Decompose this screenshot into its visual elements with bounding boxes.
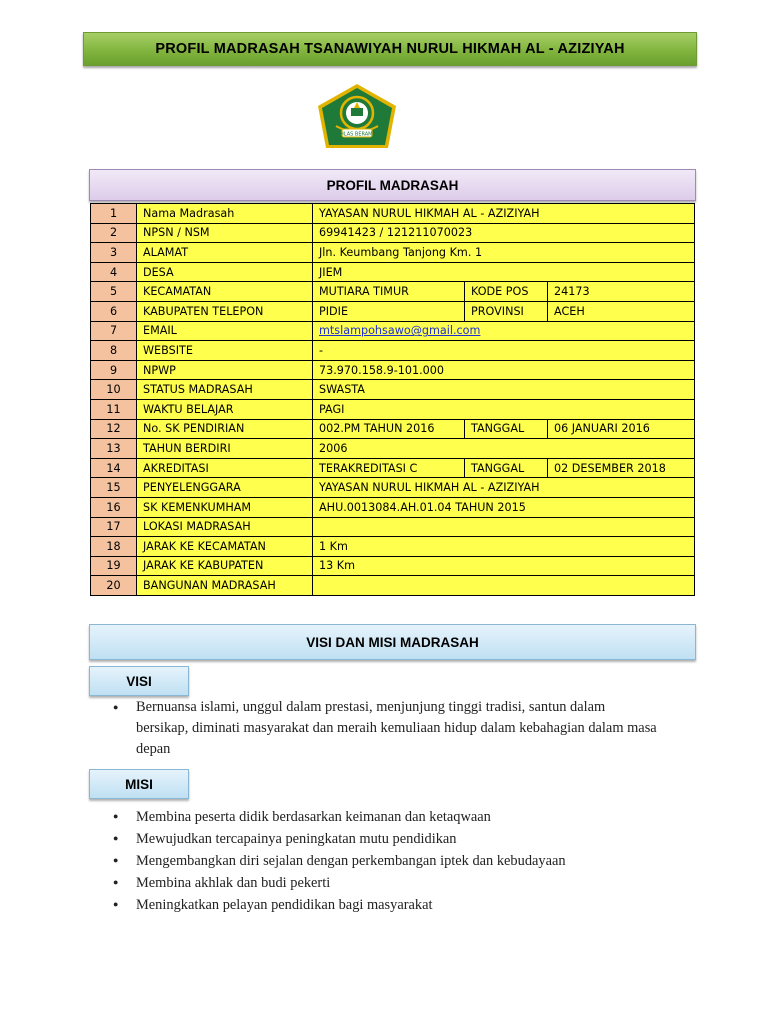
row-number: 7 <box>91 321 137 341</box>
row-sub-label: TANGGAL <box>465 458 548 478</box>
row-value <box>313 517 695 537</box>
misi-item: ● Meningkatkan pelayan pendidikan bagi masyarakat <box>110 894 670 916</box>
visi-list <box>110 697 660 760</box>
row-label: EMAIL <box>137 321 313 341</box>
page-title: PROFIL MADRASAH TSANAWIYAH NURUL HIKMAH AL - AZIZIYAH <box>155 41 625 57</box>
table-row <box>91 243 695 263</box>
misi-item: ● Mewujudkan tercapainya peningkatan mutu pendidikan <box>110 828 670 850</box>
email-link[interactable]: mtslampohsawo@gmail.com <box>319 324 481 338</box>
row-label: ALAMAT <box>137 243 313 263</box>
visi-label-text: VISI <box>126 673 152 689</box>
row-value: JIEM <box>313 262 695 282</box>
row-value: PIDIE <box>313 301 465 321</box>
row-number: 5 <box>91 282 137 302</box>
table-row <box>91 360 695 380</box>
row-label: SK KEMENKUMHAM <box>137 497 313 517</box>
row-value <box>313 576 695 596</box>
row-number: 11 <box>91 399 137 419</box>
row-value: MUTIARA TIMUR <box>313 282 465 302</box>
profil-header-label: PROFIL MADRASAH <box>326 177 459 193</box>
row-label: KECAMATAN <box>137 282 313 302</box>
row-label: STATUS MADRASAH <box>137 380 313 400</box>
row-value: 69941423 / 121211070023 <box>313 223 695 243</box>
row-number: 15 <box>91 478 137 498</box>
table-row <box>91 478 695 498</box>
row-number: 17 <box>91 517 137 537</box>
table-row <box>91 439 695 459</box>
profil-header <box>89 169 696 201</box>
row-label: WEBSITE <box>137 341 313 361</box>
misi-item: ● Membina akhlak dan budi pekerti <box>110 872 670 894</box>
table-row <box>91 497 695 517</box>
row-value: YAYASAN NURUL HIKMAH AL - AZIZIYAH <box>313 204 695 224</box>
row-number: 9 <box>91 360 137 380</box>
row-number: 12 <box>91 419 137 439</box>
table-row <box>91 204 695 224</box>
row-label: JARAK KE KECAMATAN <box>137 537 313 557</box>
visi-misi-title: VISI DAN MISI MADRASAH <box>306 634 479 650</box>
table-row <box>91 458 695 478</box>
row-value: Jln. Keumbang Tanjong Km. 1 <box>313 243 695 263</box>
row-value <box>313 321 695 341</box>
row-number: 4 <box>91 262 137 282</box>
row-value: 13 Km <box>313 556 695 576</box>
row-number: 16 <box>91 497 137 517</box>
page-title-banner <box>83 32 697 66</box>
table-row <box>91 282 695 302</box>
row-number: 19 <box>91 556 137 576</box>
row-value: - <box>313 341 695 361</box>
visi-item: ● Bernuansa islami, unggul dalam prestasi, menjunjung tinggi tradisi, santun dalam bersikap, diminati masyarakat dan meraih kemuliaan hidup dalam kebahagian dalam masa depan <box>110 697 660 760</box>
profil-table <box>90 203 695 596</box>
row-number: 2 <box>91 223 137 243</box>
misi-item: ● Mengembangkan diri sejalan dengan perkembangan iptek dan kebudayaan <box>110 850 670 872</box>
row-label: PENYELENGGARA <box>137 478 313 498</box>
table-row <box>91 321 695 341</box>
row-value: 73.970.158.9-101.000 <box>313 360 695 380</box>
row-number: 1 <box>91 204 137 224</box>
table-row <box>91 419 695 439</box>
row-label: BANGUNAN MADRASAH <box>137 576 313 596</box>
row-label: JARAK KE KABUPATEN <box>137 556 313 576</box>
row-number: 3 <box>91 243 137 263</box>
kemenag-logo <box>316 82 398 152</box>
row-number: 10 <box>91 380 137 400</box>
row-sub-value: 02 DESEMBER 2018 <box>548 458 695 478</box>
row-number: 14 <box>91 458 137 478</box>
row-value: AHU.0013084.AH.01.04 TAHUN 2015 <box>313 497 695 517</box>
visi-misi-header <box>89 624 696 660</box>
misi-item: ● Membina peserta didik berdasarkan keimanan dan ketaqwaan <box>110 806 670 828</box>
row-value: YAYASAN NURUL HIKMAH AL - AZIZIYAH <box>313 478 695 498</box>
row-value: SWASTA <box>313 380 695 400</box>
row-number: 18 <box>91 537 137 557</box>
row-sub-label: TANGGAL <box>465 419 548 439</box>
table-row <box>91 223 695 243</box>
row-label: TAHUN BERDIRI <box>137 439 313 459</box>
visi-label <box>89 666 189 696</box>
row-number: 8 <box>91 341 137 361</box>
table-row <box>91 399 695 419</box>
row-label: NPWP <box>137 360 313 380</box>
row-number: 13 <box>91 439 137 459</box>
row-label: LOKASI MADRASAH <box>137 517 313 537</box>
row-value: TERAKREDITASI C <box>313 458 465 478</box>
table-row <box>91 537 695 557</box>
misi-label-text: MISI <box>125 776 153 792</box>
row-label: DESA <box>137 262 313 282</box>
table-row <box>91 301 695 321</box>
row-sub-label: KODE POS <box>465 282 548 302</box>
table-row <box>91 262 695 282</box>
row-label: NPSN / NSM <box>137 223 313 243</box>
table-row <box>91 380 695 400</box>
row-value: PAGI <box>313 399 695 419</box>
row-sub-label: PROVINSI <box>465 301 548 321</box>
misi-label <box>89 769 189 799</box>
row-sub-value: 24173 <box>548 282 695 302</box>
table-row <box>91 341 695 361</box>
row-sub-value: ACEH <box>548 301 695 321</box>
table-row <box>91 576 695 596</box>
table-row <box>91 556 695 576</box>
table-row <box>91 517 695 537</box>
row-label: WAKTU BELAJAR <box>137 399 313 419</box>
row-label: AKREDITASI <box>137 458 313 478</box>
row-value: 2006 <box>313 439 695 459</box>
row-value: 1 Km <box>313 537 695 557</box>
row-label: No. SK PENDIRIAN <box>137 419 313 439</box>
logo-caption: IKHLAS BERAMAL <box>335 131 379 138</box>
row-label: Nama Madrasah <box>137 204 313 224</box>
misi-list <box>110 806 670 916</box>
row-number: 6 <box>91 301 137 321</box>
row-label: KABUPATEN TELEPON <box>137 301 313 321</box>
row-value: 002.PM TAHUN 2016 <box>313 419 465 439</box>
row-sub-value: 06 JANUARI 2016 <box>548 419 695 439</box>
row-number: 20 <box>91 576 137 596</box>
